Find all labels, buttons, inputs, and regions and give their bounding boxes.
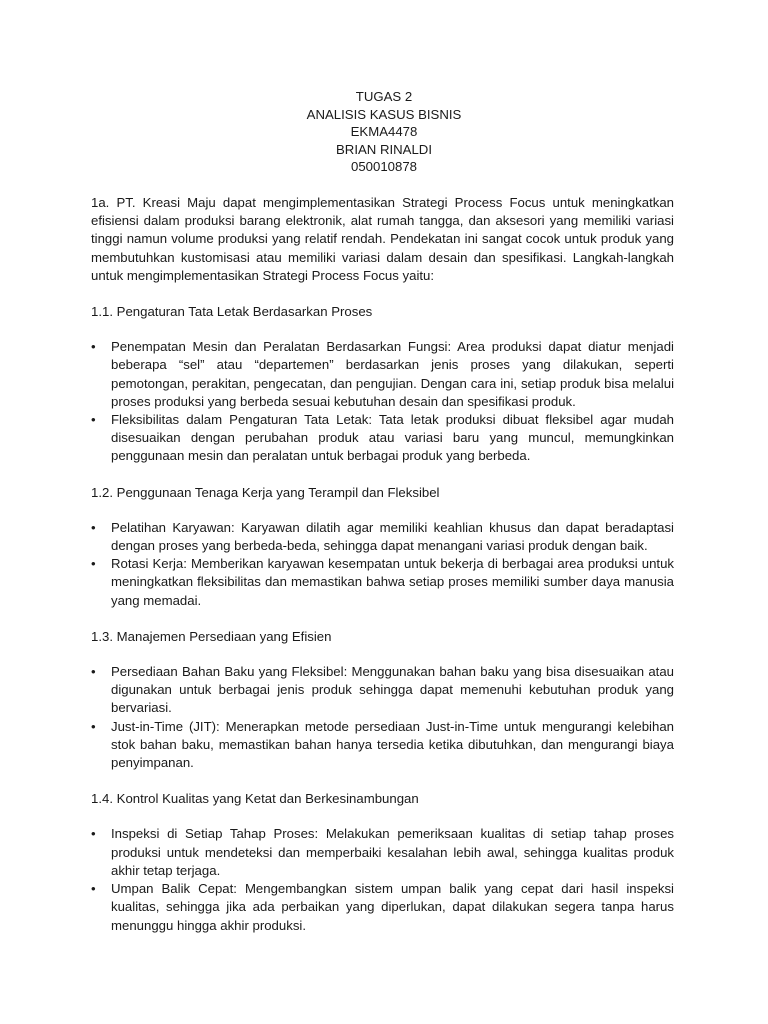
bullet-icon: •	[91, 826, 96, 842]
list-item	[91, 663, 674, 718]
section-title-1-2: 1.2. Penggunaan Tenaga Kerja yang Terampil dan Fleksibel	[91, 484, 440, 500]
bullet-list-1-1	[91, 338, 674, 465]
bullet-list-1-4	[91, 825, 674, 934]
section-title-1-3: 1.3. Manajemen Persediaan yang Efisien	[91, 628, 332, 644]
list-item-text: Pelatihan Karyawan: Karyawan dilatih agar memiliki keahlian khusus dan dapat beradaptasi dengan proses yang berbeda-beda, sehingga dapat menangani variasi produk dengan baik.	[111, 519, 674, 554]
bullet-list-1-2	[91, 519, 674, 610]
intro-paragraph: 1a. PT. Kreasi Maju dapat mengimplementasikan Strategi Process Focus untuk meningkatkan efisiensi dalam produksi barang elektronik, alat rumah tangga, dan aksesori yang memiliki variasi tinggi namun volume produksi yang relatif rendah. Pendekatan ini sangat cocok untuk produk yang membutuhkan kustomisasi atau memiliki variasi dalam desain dan spesifikasi. Langkah-langkah untuk mengimplementasikan Strategi Process Focus yaitu:	[91, 195, 674, 283]
list-item-text: Just-in-Time (JIT): Menerapkan metode persediaan Just-in-Time untuk mengurangi kelebihan stok bahan baku, memastikan bahan hanya tersedia ketika dibutuhkan, dan mengurangi biaya penyimpanan.	[111, 718, 674, 771]
student-id: 050010878	[350, 159, 417, 175]
assignment-subject: ANALISIS KASUS BISNIS	[306, 106, 462, 122]
spacer	[91, 808, 674, 825]
spacer	[91, 321, 674, 338]
bullet-list-1-3	[91, 663, 674, 772]
list-item-text: Persediaan Bahan Baku yang Fleksibel: Menggunakan bahan baku yang bisa disesuaikan atau digunakan untuk berbagai jenis produk sehingga dapat memenuhi kebutuhan produk yang bervariasi.	[111, 664, 674, 716]
document-header	[0, 88, 768, 176]
list-item-text: Fleksibilitas dalam Pengaturan Tata Letak: Tata letak produksi dibuat fleksibel agar mudah disesuaikan dengan perubahan produk atau variasi baru yang muncul, memungkinkan penggunaan mesin dan peralatan untuk berbagai produk yang berbeda.	[111, 412, 674, 464]
section-title-1-4: 1.4. Kontrol Kualitas yang Ketat dan Berkesinambungan	[91, 791, 419, 807]
spacer	[91, 285, 674, 303]
list-item	[91, 338, 674, 411]
bullet-icon: •	[91, 519, 96, 535]
bullet-icon: •	[91, 339, 96, 355]
spacer	[91, 772, 674, 790]
list-item	[91, 825, 674, 880]
list-item-text: Umpan Balik Cepat: Mengembangkan sistem umpan balik yang cepat dari hasil inspeksi kualitas, sehingga jika ada perbaikan yang diperlukan, dapat dilakukan segera tanpa harus menunggu hingga akhir produksi.	[111, 881, 674, 933]
bullet-icon: •	[91, 881, 96, 897]
spacer	[91, 610, 674, 628]
student-name: BRIAN RINALDI	[336, 141, 432, 157]
bullet-icon: •	[91, 718, 96, 734]
list-item	[91, 555, 674, 610]
list-item	[91, 718, 674, 773]
list-item	[91, 880, 674, 935]
list-item-text: Inspeksi di Setiap Tahap Proses: Melakukan pemeriksaan kualitas di setiap tahap proses produksi untuk mendeteksi dan memperbaiki kesalahan lebih awal, sehingga kualitas produk akhir tetap terjaga.	[111, 826, 674, 878]
spacer	[91, 502, 674, 519]
list-item-text: Rotasi Kerja: Memberikan karyawan kesempatan untuk bekerja di berbagai area produksi untuk meningkatkan fleksibilitas dan memastikan bahwa setiap proses memiliki sumber daya manusia yang memadai.	[111, 556, 674, 608]
spacer	[91, 466, 674, 484]
list-item	[91, 519, 674, 555]
list-item-text: Penempatan Mesin dan Peralatan Berdasarkan Fungsi: Area produksi dapat diatur menjadi beberapa “sel” atau “departemen” berdasarkan jenis proses yang dilakukan, seperti pemotongan, perakitan, pengecatan, dan pengujian. Dengan cara ini, setiap produk bisa melalui proses produksi yang berbeda sesuai kebutuhan desain dan spesifikasi produk.	[111, 339, 674, 409]
bullet-icon: •	[91, 664, 96, 680]
bullet-icon: •	[91, 556, 96, 572]
document-body	[91, 194, 674, 935]
spacer	[91, 646, 674, 663]
assignment-title: TUGAS 2	[355, 89, 413, 104]
course-code: EKMA4478	[350, 124, 418, 140]
section-title-1-1: 1.1. Pengaturan Tata Letak Berdasarkan Proses	[91, 304, 373, 320]
list-item	[91, 411, 674, 466]
bullet-icon: •	[91, 412, 96, 428]
